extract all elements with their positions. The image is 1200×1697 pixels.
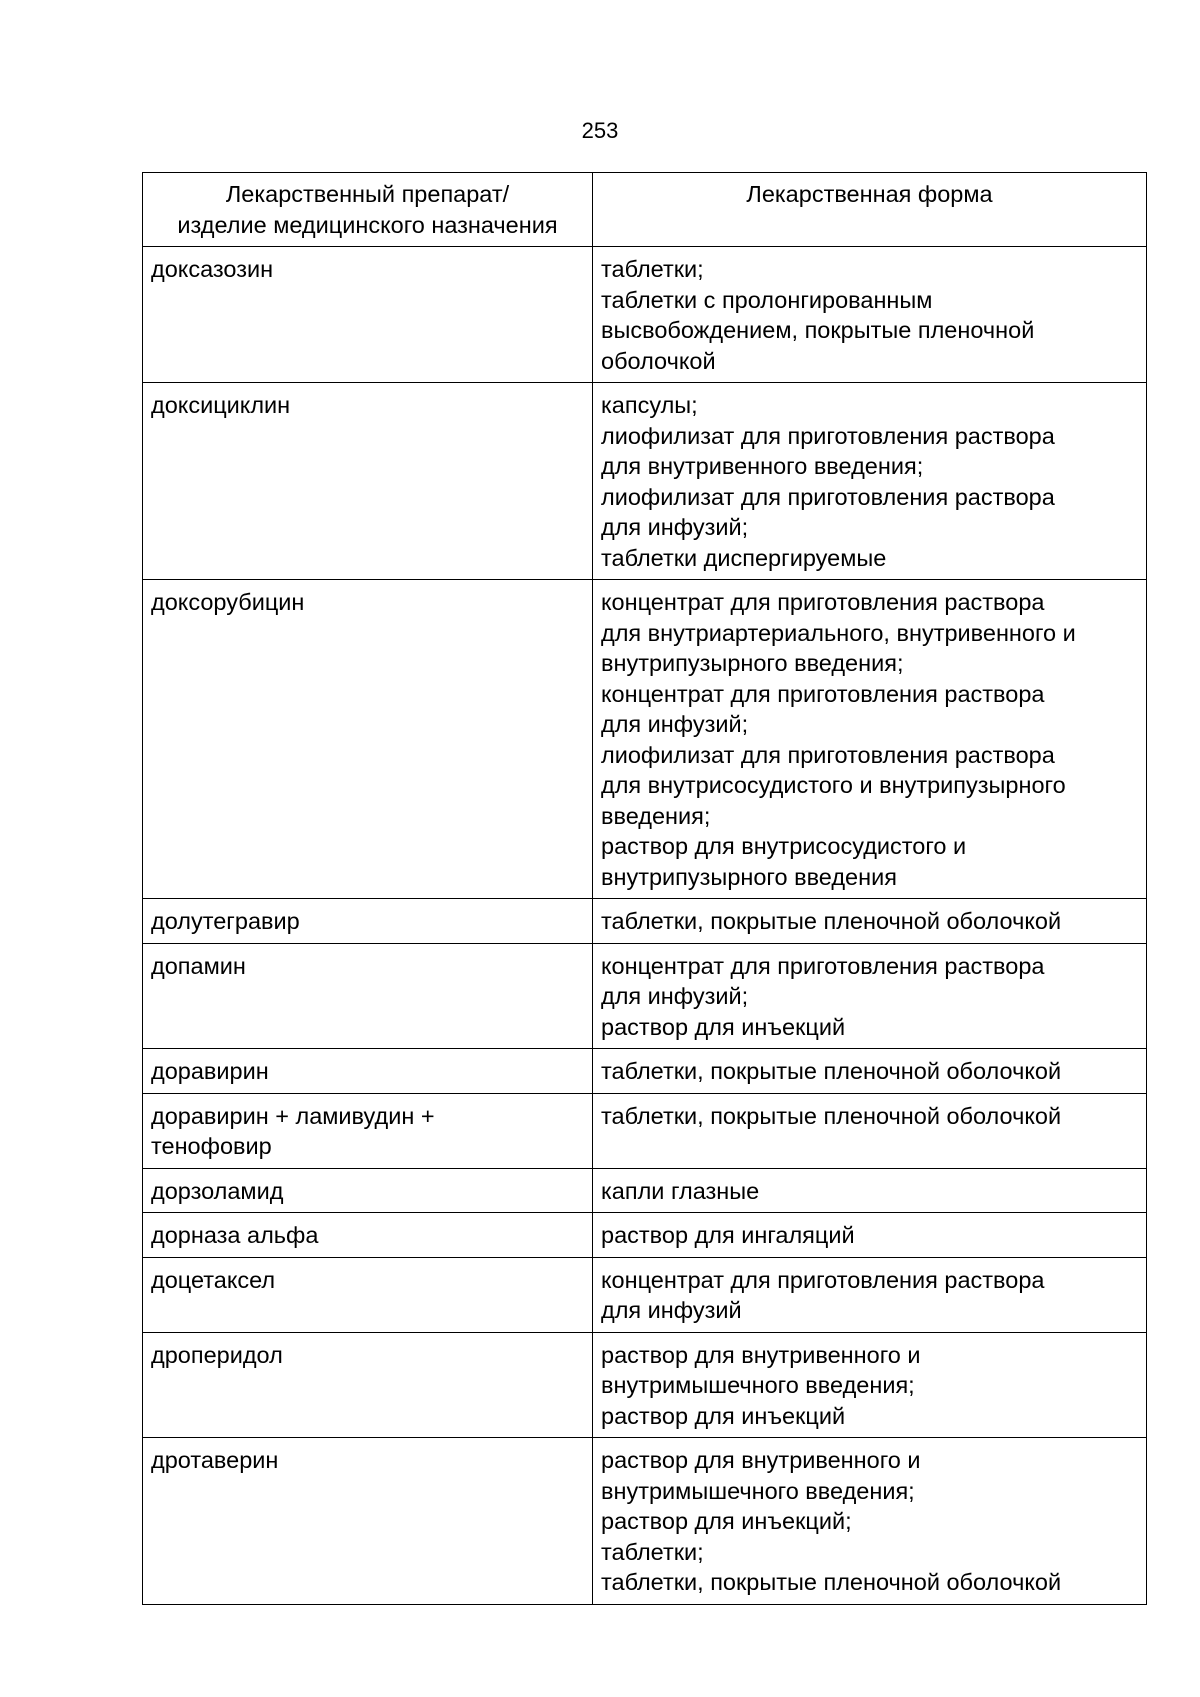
header-form (593, 173, 1147, 247)
drug-name-cell (143, 1093, 593, 1168)
cell-text-line: тенофовир (151, 1133, 272, 1159)
drug-name-cell (143, 1257, 593, 1332)
dosage-form-cell (593, 1168, 1147, 1213)
cell-text-line: дротаверин (151, 1447, 279, 1473)
cell-text-line: концентрат для приготовления раствора (601, 589, 1045, 615)
dosage-form-cell (593, 1049, 1147, 1094)
cell-text-line: доксорубицин (151, 589, 305, 615)
cell-text-line: лиофилизат для приготовления раствора (601, 741, 1055, 768)
dosage-form-cell (593, 580, 1147, 899)
cell-text-line: раствор для внутривенного и (601, 1447, 921, 1473)
cell-text-line: доксазозин (151, 256, 274, 282)
cell-text-line: допамин (151, 952, 246, 979)
cell-text-line: внутрипузырного введения (601, 863, 897, 890)
cell-text-line: для инфузий; (601, 711, 749, 737)
cell-text-line: для внутриартериального, внутривенного и (601, 619, 1076, 646)
cell-text-line: внутримышечного введения; (601, 1372, 915, 1398)
cell-text-line: доравирин (151, 1058, 269, 1084)
drug-name-cell (143, 247, 593, 383)
table-row (143, 1332, 1147, 1438)
cell-text-line: раствор для внутривенного и (601, 1341, 921, 1368)
cell-text-line: внутрипузырного введения; (601, 650, 904, 676)
dosage-form-cell (593, 383, 1147, 580)
cell-text-line: таблетки диспергируемые (601, 544, 887, 571)
drug-table (142, 172, 1147, 1605)
cell-text-line: для внутривенного введения; (601, 453, 924, 479)
cell-text-line: изделие медицинского назначения (177, 211, 558, 238)
cell-text-line: дроперидол (151, 1341, 283, 1368)
cell-text-line: таблетки, покрытые пленочной оболочкой (601, 1569, 1062, 1595)
drug-name-cell (143, 580, 593, 899)
dosage-form-cell (593, 1093, 1147, 1168)
table-row (143, 247, 1147, 383)
drug-name-cell (143, 1213, 593, 1258)
cell-text-line: для инфузий; (601, 983, 749, 1009)
table-row (143, 943, 1147, 1049)
table-row (143, 580, 1147, 899)
cell-text-line: таблетки; (601, 256, 704, 282)
drug-name-cell (143, 899, 593, 944)
cell-text-line: таблетки с пролонгированным (601, 286, 933, 313)
cell-text-line: для инфузий (601, 1297, 742, 1323)
dosage-form-cell (593, 1213, 1147, 1258)
cell-text-line: Лекарственный препарат/ (225, 181, 510, 207)
cell-text-line: раствор для инъекций; (601, 1508, 852, 1534)
cell-text-line: лиофилизат для приготовления раствора (601, 483, 1055, 510)
dosage-form-cell (593, 247, 1147, 383)
dosage-form-cell (593, 943, 1147, 1049)
cell-text-line: доцетаксел (151, 1266, 276, 1293)
table-row (143, 383, 1147, 580)
table-row (143, 1049, 1147, 1094)
dosage-form-cell (593, 899, 1147, 944)
cell-text-line: высвобождением, покрытые пленочной (601, 317, 1035, 343)
cell-text-line: введения; (601, 802, 711, 829)
dosage-form-cell (593, 1332, 1147, 1438)
table-row (143, 1168, 1147, 1213)
cell-text-line: капли глазные (601, 1177, 760, 1204)
drug-name-cell (143, 1438, 593, 1605)
drug-name-cell (143, 943, 593, 1049)
table-row (143, 1257, 1147, 1332)
cell-text-line: концентрат для приготовления раствора (601, 952, 1045, 979)
cell-text-line: оболочкой (601, 347, 716, 374)
dosage-form-cell (593, 1438, 1147, 1605)
cell-text-line: капсулы; (601, 392, 698, 418)
cell-text-line: таблетки; (601, 1538, 704, 1565)
cell-text-line: для инфузий; (601, 514, 749, 540)
drug-name-cell (143, 1168, 593, 1213)
dosage-form-cell (593, 1257, 1147, 1332)
cell-text-line: Лекарственная форма (746, 181, 993, 207)
cell-text-line: таблетки, покрытые пленочной оболочкой (601, 908, 1062, 934)
cell-text-line: дорназа альфа (151, 1222, 319, 1248)
page-number: 253 (581, 118, 619, 143)
cell-text-line: лиофилизат для приготовления раствора (601, 422, 1055, 449)
cell-text-line: концентрат для приготовления раствора (601, 1266, 1045, 1293)
table-row (143, 1438, 1147, 1605)
cell-text-line: доксициклин (151, 392, 291, 418)
cell-text-line: раствор для внутрисосудистого и (601, 833, 967, 859)
table-row (143, 1093, 1147, 1168)
table-row (143, 899, 1147, 944)
cell-text-line: доравирин + ламивудин + (151, 1102, 435, 1129)
cell-text-line: дорзоламид (151, 1177, 284, 1204)
cell-text-line: внутримышечного введения; (601, 1477, 915, 1504)
cell-text-line: долутегравир (151, 908, 300, 934)
cell-text-line: раствор для инъекций (601, 1013, 846, 1040)
cell-text-line: раствор для инъекций (601, 1402, 846, 1429)
cell-text-line: концентрат для приготовления раствора (601, 680, 1045, 707)
header-drug (143, 173, 593, 247)
drug-name-cell (143, 1332, 593, 1438)
drug-name-cell (143, 1049, 593, 1094)
drug-name-cell (143, 383, 593, 580)
cell-text-line: таблетки, покрытые пленочной оболочкой (601, 1102, 1062, 1129)
cell-text-line: для внутрисосудистого и внутрипузырного (601, 772, 1066, 798)
table-header-row (143, 173, 1147, 247)
cell-text-line: таблетки, покрытые пленочной оболочкой (601, 1058, 1062, 1084)
cell-text-line: раствор для ингаляций (601, 1222, 855, 1248)
table-row (143, 1213, 1147, 1258)
